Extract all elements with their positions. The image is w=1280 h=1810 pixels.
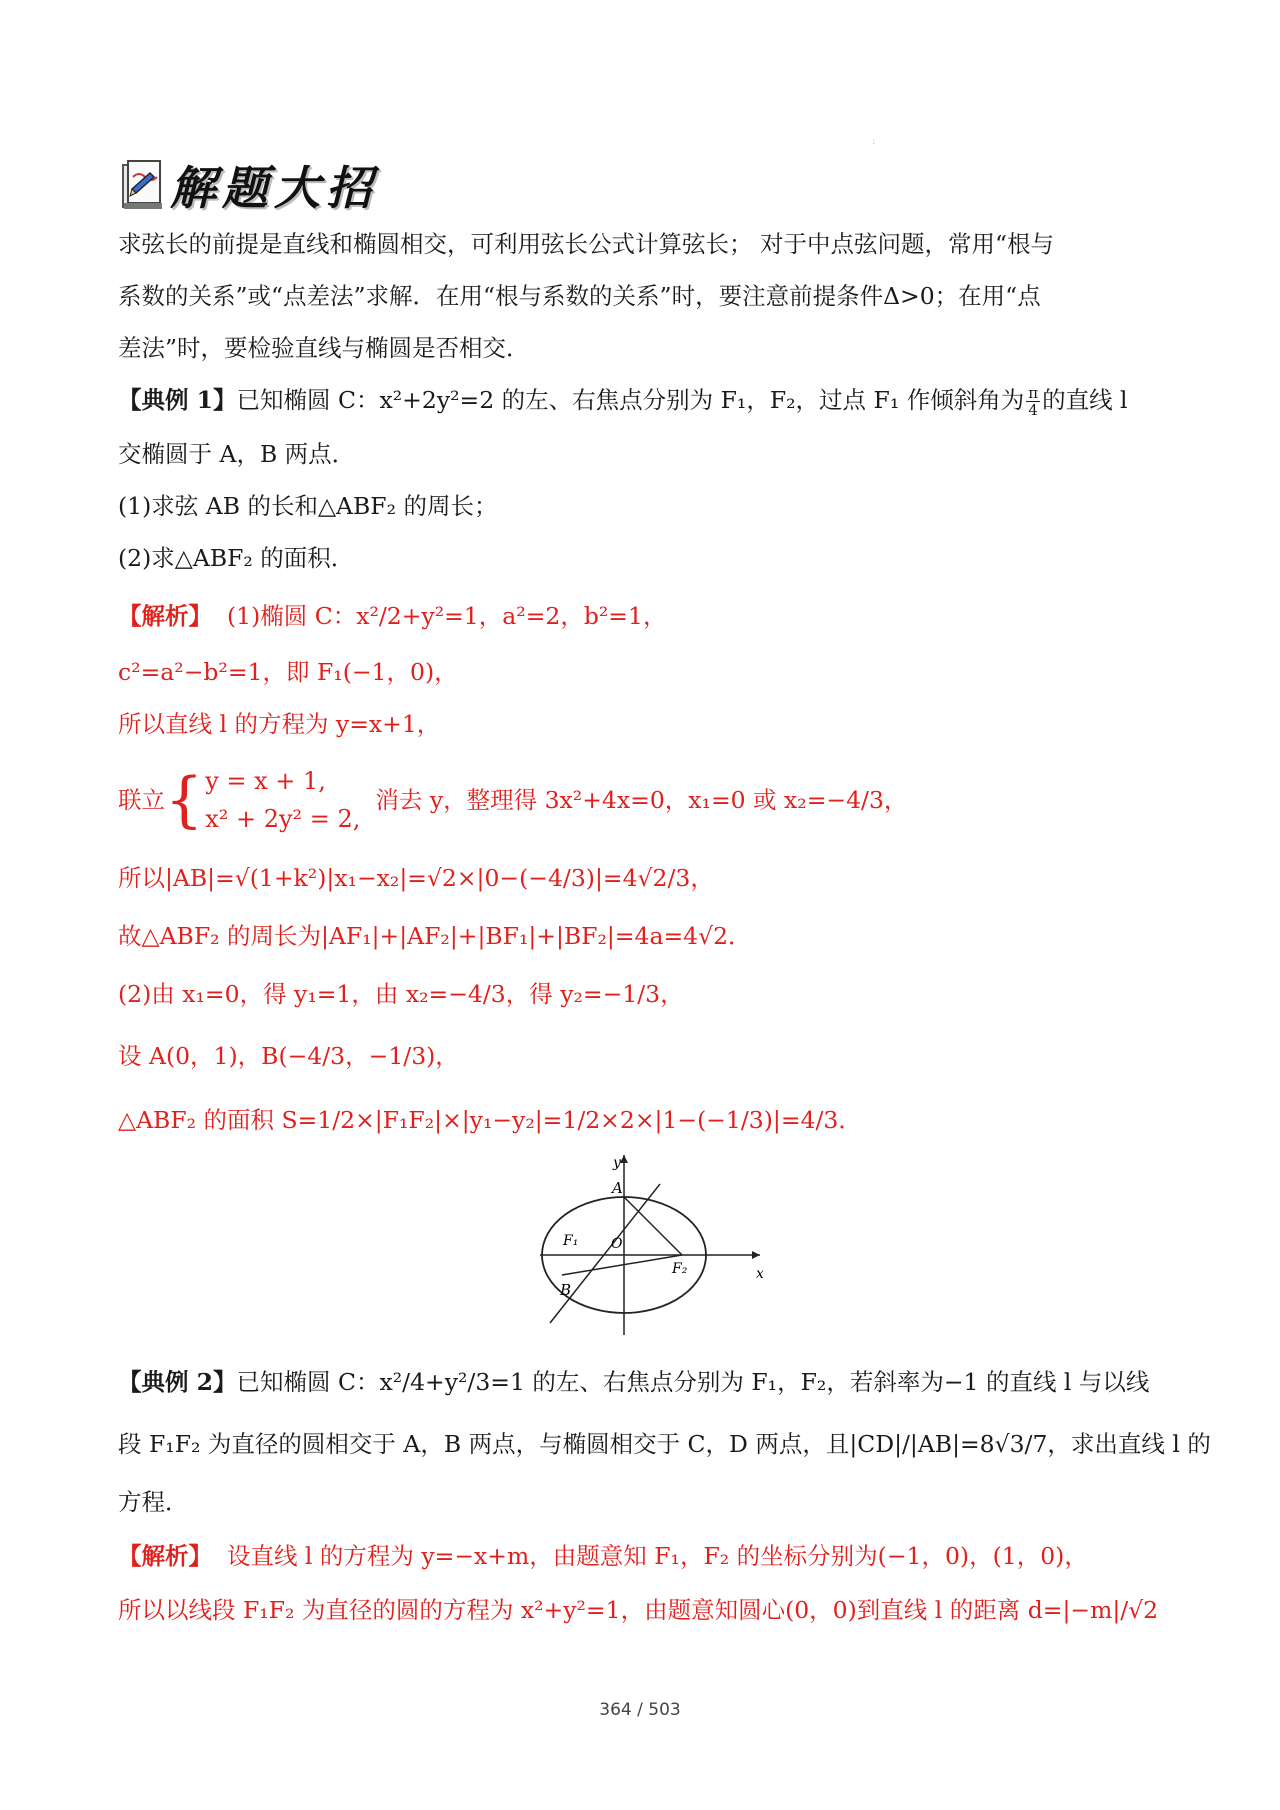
label-x: x xyxy=(756,1266,764,1282)
example1-stem-c: 交椭圆于 A，B 两点． xyxy=(118,440,356,468)
label-F2: F₂ xyxy=(672,1261,688,1277)
example2-line-1 xyxy=(118,1366,1168,1398)
solution2-l1: 设直线 l 的方程为 y=−x+m，由题意知 F₁，F₂ 的坐标分别为(−1，0)，(1，0)， xyxy=(226,1542,1088,1570)
solution1-line-8: 设 A(0，1)，B(−4/3，−1/3)， xyxy=(118,1042,459,1070)
example1-stem xyxy=(118,384,1168,418)
solution2-line-1 xyxy=(118,1540,1168,1572)
solution1-line-6: 故△ABF₂ 的周长为|AF₁|+|AF₂|+|BF₁|+|BF₂|=4a=4√2． xyxy=(118,922,752,950)
page-number: 364 / 503 xyxy=(599,1700,681,1720)
intro-line-2: 系数的关系”或“点差法”求解．在用“根与系数的关系”时，要注意前提条件Δ>0；在用“点 xyxy=(118,282,1041,310)
ellipse-figure xyxy=(520,1150,770,1335)
example1-label: 【典例 1】 xyxy=(118,386,237,414)
system-prefix: 联立 xyxy=(118,786,165,814)
solution1-line-5: 所以|AB|=√(1+k²)|x₁−x₂|=√2×|0−(−4/3)|=4√2/3， xyxy=(118,864,714,892)
segment-BF2 xyxy=(562,1255,682,1275)
solution1-l1: (1)椭圆 C：x²/2+y²=1，a²=2，b²=1， xyxy=(226,602,667,630)
intro-line-3: 差法”时，要检验直线与椭圆是否相交． xyxy=(118,334,530,362)
line-l xyxy=(550,1184,660,1323)
system-result: 消去 y，整理得 3x²+4x=0，x₁=0 或 x₂=−4/3， xyxy=(375,786,908,814)
solution2-line-2: 所以以线段 F₁F₂ 为直径的圆的方程为 x²+y²=1，由题意知圆心(0，0)到直线 l 的距离 d=|−m|/√2 xyxy=(118,1596,1159,1624)
solution1-line-9: △ABF₂ 的面积 S=1/2×|F₁F₂|×|y₁−y₂|=1/2×2×|1−(−1/3)|=4/3． xyxy=(118,1106,862,1134)
angle-fraction xyxy=(1026,385,1040,418)
angle-denominator: 4 xyxy=(1028,401,1038,419)
solution1-line-4 xyxy=(118,762,1168,835)
example2-line-2: 段 F₁F₂ 为直径的圆相交于 A，B 两点，与椭圆相交于 C，D 两点，且|CD|/|AB|=8√3/7，求出直线 l 的 xyxy=(118,1430,1211,1458)
intro-line-1: 求弦长的前提是直线和椭圆相交，可利用弦长公式计算弦长； 对于中点弦问题，常用“根与 xyxy=(118,230,1054,258)
label-O: O xyxy=(611,1236,623,1252)
label-y: y xyxy=(613,1155,621,1171)
x-axis-arrow xyxy=(752,1251,760,1259)
solution1-line-2: c²=a²−b²=1，即 F₁(−1，0)， xyxy=(118,658,458,686)
example2-label: 【典例 2】 xyxy=(118,1368,237,1396)
section-header xyxy=(120,155,378,215)
label-F1: F₁ xyxy=(563,1233,579,1249)
solution2-label: 【解析】 xyxy=(118,1542,212,1570)
label-B: B xyxy=(560,1281,572,1299)
angle-numerator: π xyxy=(1028,384,1039,402)
example2-l1: 已知椭圆 C：x²/4+y²/3=1 的左、右焦点分别为 F₁，F₂，若斜率为−1 的直线 l 与以线 xyxy=(236,1368,1150,1396)
solution1-line-3: 所以直线 l 的方程为 y=x+1， xyxy=(118,710,441,738)
example2-line-3: 方程． xyxy=(118,1488,189,1516)
example1-stem-a: 已知椭圆 C：x²+2y²=2 的左、右焦点分别为 F₁，F₂，过点 F₁ 作倾斜角为 xyxy=(236,386,1025,414)
solution1-line-1 xyxy=(118,600,1168,632)
solution1-label: 【解析】 xyxy=(118,602,212,630)
section-title: 解题大招 xyxy=(170,161,378,215)
example1-stem-b: 的直线 l xyxy=(1042,386,1128,414)
pencil-book-icon xyxy=(120,159,166,211)
example1-q1: (1)求弦 AB 的长和△ABF₂ 的周长； xyxy=(118,492,498,520)
example1-q2: (2)求△ABF₂ 的面积． xyxy=(118,544,355,572)
system-eq-2: x² + 2y² = 2, xyxy=(205,805,361,833)
system-eq-1: y = x + 1, xyxy=(205,767,326,795)
label-A: A xyxy=(612,1179,623,1197)
small-mark: ： xyxy=(872,137,880,146)
y-axis-arrow xyxy=(620,1155,628,1163)
solution1-line-7: (2)由 x₁=0，得 y₁=1，由 x₂=−4/3，得 y₂=−1/3， xyxy=(118,980,684,1008)
segment-AF2 xyxy=(624,1197,682,1255)
system-brace: { xyxy=(165,765,204,835)
equation-system xyxy=(205,762,360,838)
